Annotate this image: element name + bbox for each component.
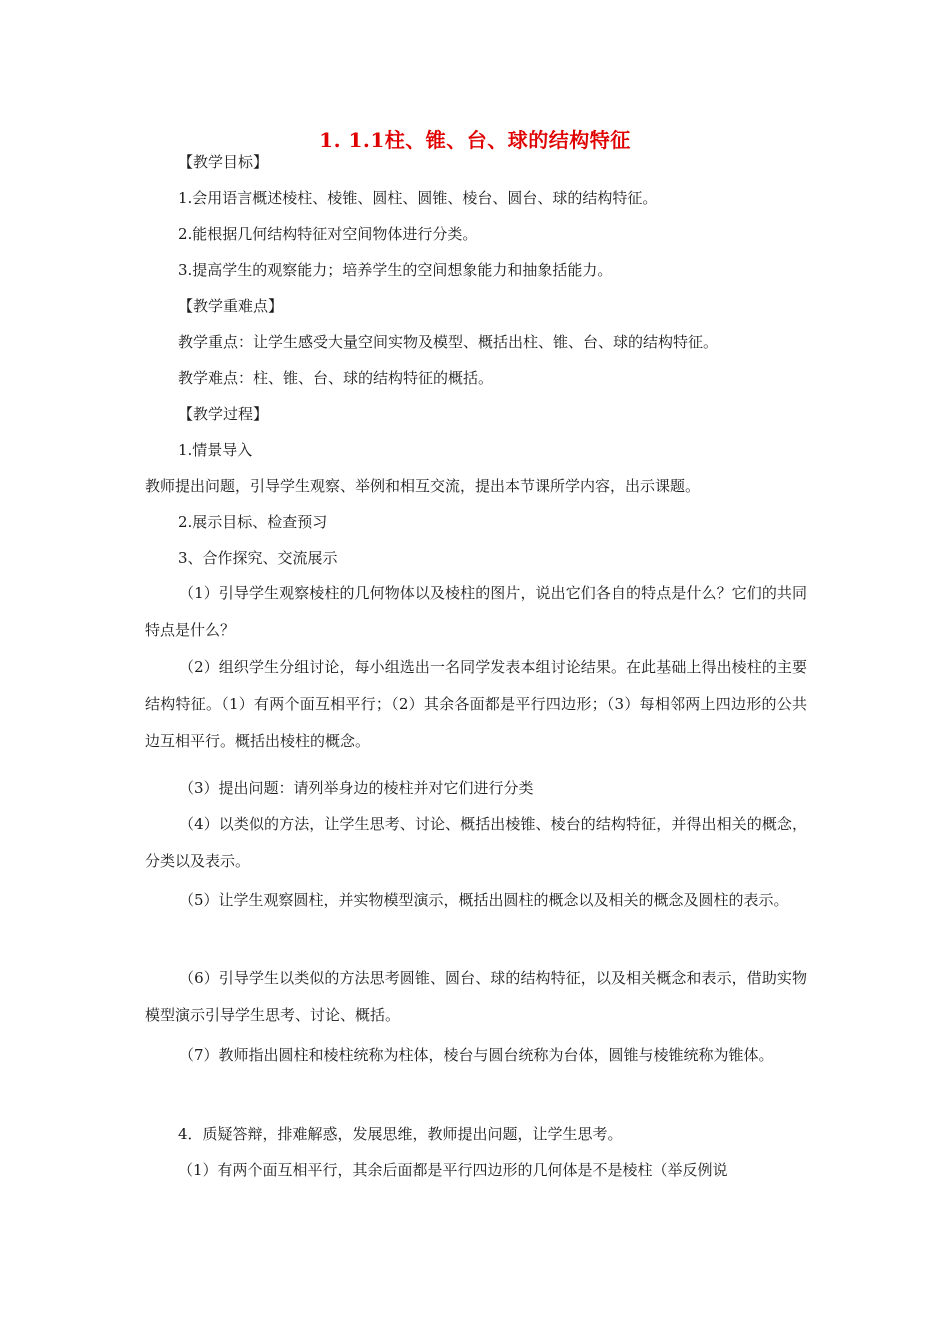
objective-item: 2.能根据几何结构特征对空间物体进行分类。 <box>178 225 478 243</box>
step-3-title: 3、合作探究、交流展示 <box>178 549 338 567</box>
paragraph-5: （5）让学生观察圆柱，并实物模型演示，概括出圆柱的概念以及相关的概念及圆柱的表示。 <box>179 891 789 909</box>
key-points-heading: 【教学重难点】 <box>178 297 284 315</box>
paragraph-3: （3）提出问题：请列举身边的棱柱并对它们进行分类 <box>179 779 534 797</box>
page-title: 1. 1.1柱、锥、台、球的结构特征 <box>319 128 631 152</box>
step-4-title: 4．质疑答辩，排难解惑，发展思维，教师提出问题，让学生思考。 <box>178 1125 623 1143</box>
step-2-title: 2.展示目标、检查预习 <box>178 513 328 531</box>
teaching-focus: 教学重点：让学生感受大量空间实物及模型、概括出柱、锥、台、球的结构特征。 <box>178 333 719 351</box>
step-1-title: 1.情景导入 <box>178 441 253 459</box>
process-heading: 【教学过程】 <box>178 405 269 423</box>
step-1-text: 教师提出问题，引导学生观察、举例和相互交流，提出本节课所学内容，出示课题。 <box>145 477 701 495</box>
paragraph-7: （7）教师指出圆柱和棱柱统称为柱体，棱台与圆台统称为台体，圆锥与棱锥统称为锥体。 <box>179 1046 774 1064</box>
paragraph-6: （6）引导学生以类似的方法思考圆锥、圆台、球的结构特征，以及相关概念和表示，借助实物模型演示引导学生思考、讨论、概括。 <box>145 969 807 1024</box>
objectives-heading: 【教学目标】 <box>178 153 269 171</box>
objective-item: 1.会用语言概述棱柱、棱锥、圆柱、圆锥、棱台、圆台、球的结构特征。 <box>178 189 658 207</box>
objective-item: 3.提高学生的观察能力；培养学生的空间想象能力和抽象括能力。 <box>178 261 613 279</box>
paragraph-8: （1）有两个面互相平行，其余后面都是平行四边形的几何体是不是棱柱（举反例说 <box>178 1161 728 1179</box>
paragraph-1: （1）引导学生观察棱柱的几何物体以及棱柱的图片，说出它们各自的特点是什么？它们的共同特点是什么？ <box>145 584 807 639</box>
paragraph-4: （4）以类似的方法，让学生思考、讨论、概括出棱锥、棱台的结构特征，并得出相关的概念，分类以及表示。 <box>145 815 807 870</box>
teaching-difficulty: 教学难点：柱、锥、台、球的结构特征的概括。 <box>178 369 494 387</box>
paragraph-2: （2）组织学生分组讨论，每小组选出一名同学发表本组讨论结果。在此基础上得出棱柱的主要结构特征。（1）有两个面互相平行；（2）其余各面都是平行四边形；（3）每相邻两上四边形的公共边互相平行。概括出棱柱的概念。 <box>145 658 807 750</box>
